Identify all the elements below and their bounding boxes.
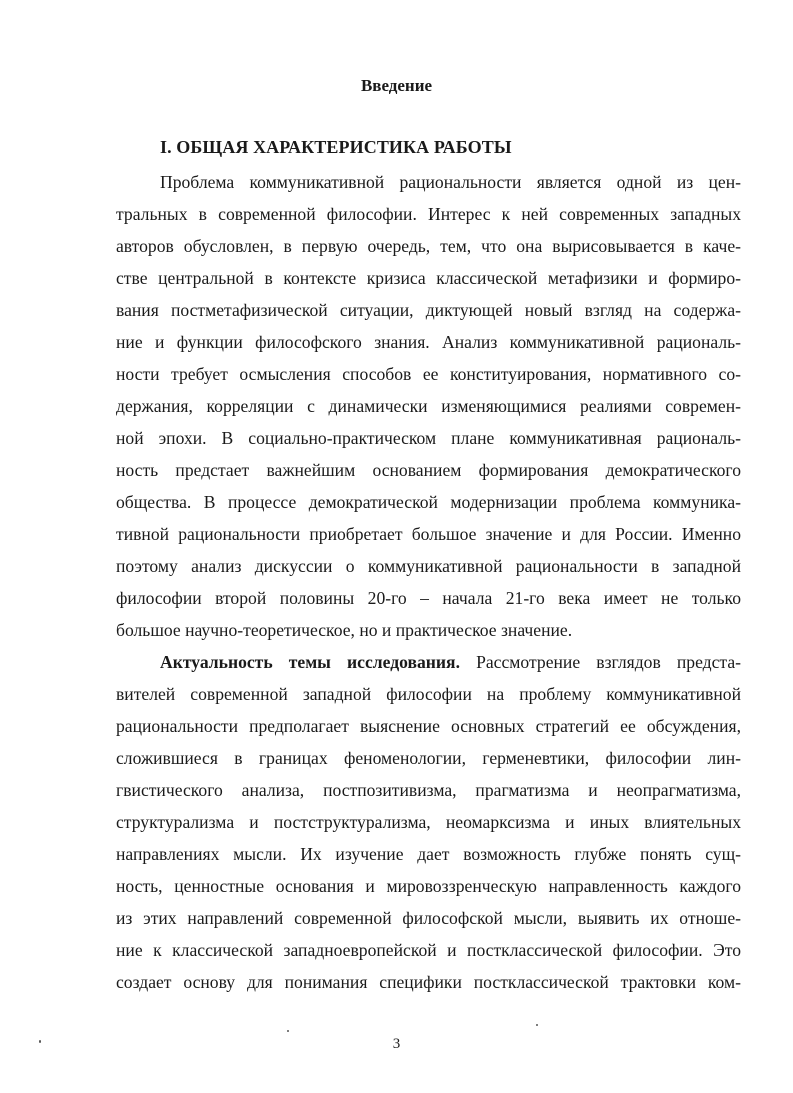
- paragraph-line: гвистического анализа, постпозитивизма, прагматизма и неопрагматизма,: [116, 780, 741, 800]
- paragraph-line: создает основу для понимания специфики постклассической трактовки ком-: [116, 972, 741, 992]
- paragraph-line: стве центральной в контексте кризиса классической метафизики и формиро-: [116, 268, 741, 288]
- page-number: 3: [392, 1036, 401, 1052]
- paragraph-line: из этих направлений современной философской мысли, выявить их отноше-: [116, 908, 741, 928]
- paragraph-line: ности требует осмысления способов ее конституирования, нормативного со-: [116, 364, 741, 384]
- paragraph-line: ной эпохи. В социально-практическом плане коммуникативная рациональ-: [116, 428, 741, 448]
- paragraph-line: ние и функции философского знания. Анализ коммуникативной рациональ-: [116, 332, 741, 352]
- paragraph-line: держания, корреляции с динамически изменяющимися реалиями современ-: [116, 396, 741, 416]
- paragraph-line: [160, 652, 741, 672]
- section-title: I. ОБЩАЯ ХАРАКТЕРИСТИКА РАБОТЫ: [160, 137, 512, 157]
- paragraph-line: вания постметафизической ситуации, диктующей новый взгляд на содержа-: [116, 300, 741, 320]
- paragraph-line: тральных в современной философии. Интерес к ней современных западных: [116, 204, 741, 224]
- paragraph-line: поэтому анализ дискуссии о коммуникативной рациональности в западной: [116, 556, 741, 576]
- relevance-lead: Актуальность темы исследования.: [160, 652, 460, 672]
- paragraph-line: вителей современной западной философии на проблему коммуникативной: [116, 684, 741, 704]
- paragraph-line: философии второй половины 20-го – начала 21-го века имеет не только: [116, 588, 741, 608]
- paragraph-line: структурализма и постструктурализма, неомарксизма и иных влиятельных: [116, 812, 741, 832]
- scan-speck: [287, 1030, 289, 1032]
- page-heading: Введение: [360, 76, 433, 95]
- scan-speck: [536, 1024, 538, 1026]
- paragraph-line: общества. В процессе демократической модернизации проблема коммуника-: [116, 492, 741, 512]
- paragraph-line: ность предстает важнейшим основанием формирования демократического: [116, 460, 741, 480]
- paragraph-line: авторов обусловлен, в первую очередь, тем, что она вырисовывается в каче-: [116, 236, 741, 256]
- paragraph-line: ние к классической западноевропейской и постклассической философии. Это: [116, 940, 741, 960]
- paragraph-line: сложившиеся в границах феноменологии, герменевтики, философии лин-: [116, 748, 741, 768]
- paragraph-line: рациональности предполагает выяснение основных стратегий ее обсуждения,: [116, 716, 741, 736]
- paragraph-line: ность, ценностные основания и мировоззренческую направленность каждого: [116, 876, 741, 896]
- paragraph-line: большое научно-теоретическое, но и практическое значение.: [116, 620, 573, 640]
- paragraph-line-rest: Рассмотрение взглядов предста-: [459, 652, 741, 672]
- paragraph-line: направлениях мысли. Их изучение дает возможность глубже понять сущ-: [116, 844, 741, 864]
- paragraph-line: Проблема коммуникативной рациональности является одной из цен-: [160, 172, 741, 192]
- paragraph-line: тивной рациональности приобретает большое значение и для России. Именно: [116, 524, 741, 544]
